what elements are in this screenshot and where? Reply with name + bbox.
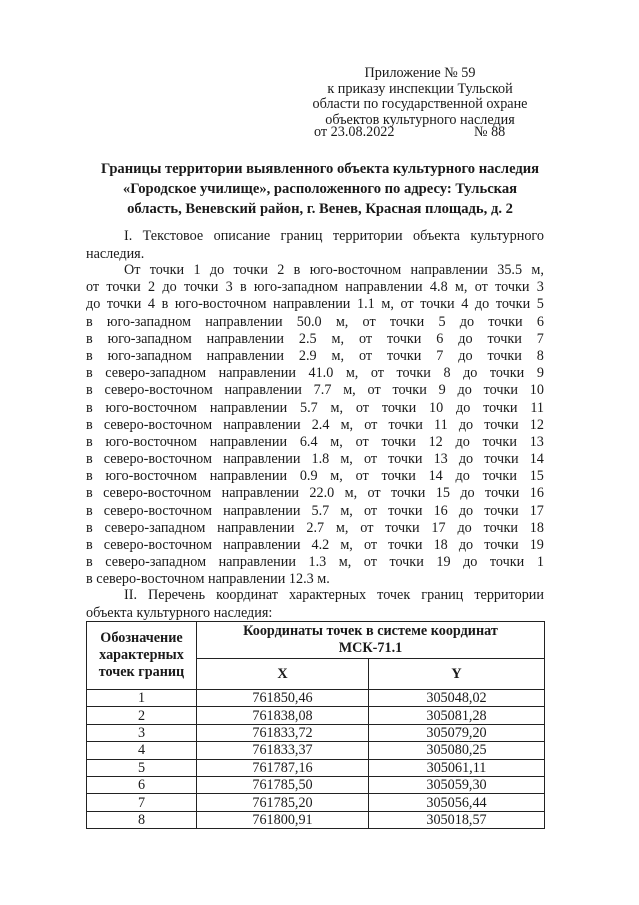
description-word: до <box>474 296 490 313</box>
description-word: 0.9 <box>299 468 318 485</box>
description-word: 15 <box>529 468 544 485</box>
description-word: 2.4 <box>311 416 330 433</box>
description-word: в <box>86 416 93 433</box>
x-coordinate-cell: 761833,37 <box>197 742 369 759</box>
description-word: северо-западном <box>104 519 206 536</box>
description-word: точки <box>388 537 423 553</box>
description-word: 2.5 <box>298 330 317 347</box>
document-title <box>80 159 560 219</box>
point-number-cell: 2 <box>87 707 197 724</box>
description-line <box>86 571 544 588</box>
description-word: до <box>458 330 473 347</box>
point-number-cell: 1 <box>87 690 197 707</box>
description-word: от <box>363 554 377 571</box>
description-word: 5 <box>438 313 446 330</box>
description-word: м, <box>340 416 354 433</box>
y-column-header: Y <box>369 659 545 690</box>
description-word: точки <box>391 485 426 502</box>
description-word: в <box>86 519 93 536</box>
description-word: 6.4 <box>299 433 318 450</box>
description-word: до <box>456 399 471 416</box>
description-word: 6 <box>436 330 444 347</box>
description-word: 7 <box>436 347 444 364</box>
description-word: 8 <box>443 365 451 382</box>
description-word: 1.3 <box>308 554 327 571</box>
coordinates-table <box>86 621 545 829</box>
description-word: 4 <box>147 296 155 313</box>
description-word: в <box>86 330 93 347</box>
description-word: м, <box>454 279 468 296</box>
description-word: От <box>124 262 141 278</box>
description-word: до <box>458 537 474 553</box>
order-number: № 88 <box>474 124 506 140</box>
description-line <box>86 554 544 571</box>
description-line <box>86 382 544 399</box>
description-word: 17 <box>431 519 446 536</box>
x-coordinate-cell: 761787,16 <box>197 759 369 776</box>
x-coordinate-cell: 761838,08 <box>197 707 369 724</box>
description-line <box>86 262 544 279</box>
description-word: точки <box>385 519 420 536</box>
table-row <box>87 707 545 724</box>
description-word: 18 <box>433 537 448 553</box>
description-word: юго-восточном <box>174 296 267 313</box>
description-word: точки <box>106 296 142 313</box>
appendix-number: Приложение № 59 <box>364 65 476 81</box>
point-number-cell: 8 <box>87 811 197 828</box>
description-word: 5 <box>536 296 544 313</box>
table-row <box>87 690 545 707</box>
description-line <box>86 348 544 365</box>
description-word: направлении <box>209 433 288 450</box>
description-word: точки <box>183 279 219 296</box>
description-word: 6 <box>536 313 544 330</box>
description-word: в <box>86 433 93 450</box>
table-row <box>87 724 545 741</box>
y-coordinate-cell: 305061,11 <box>369 759 545 776</box>
description-word: 22.0 <box>309 485 335 502</box>
description-word: м, <box>345 365 359 382</box>
description-line-text: в северо-восточном направлении 12.3 м. <box>86 571 330 588</box>
description-word: юго-западном <box>107 330 192 347</box>
description-word: 1.1 <box>357 296 375 313</box>
description-word: точки <box>386 347 422 364</box>
description-word: точки <box>488 313 523 330</box>
description-word: точки <box>381 433 416 450</box>
coordinates-system-header: Координаты точек в системе координат МСК-71.1 <box>197 622 545 659</box>
description-word: точки <box>106 279 141 296</box>
y-coordinate-cell: 305048,02 <box>369 690 545 707</box>
description-word: северо-западном <box>105 365 207 382</box>
description-word: точки <box>489 365 525 382</box>
description-word: 7 <box>536 330 544 347</box>
description-word: 19 <box>529 537 544 553</box>
description-word: 13 <box>529 433 544 450</box>
description-word: от <box>355 433 369 450</box>
description-word: до <box>458 347 473 364</box>
description-word: 9 <box>536 365 544 382</box>
description-word: точки <box>484 537 519 553</box>
description-word: точки <box>388 416 423 433</box>
description-word: 1 <box>536 554 544 571</box>
description-line <box>86 537 544 554</box>
x-column-header: X <box>197 659 369 690</box>
description-word: от <box>362 313 376 330</box>
description-word: юго-западном <box>107 347 192 364</box>
description-word: 14 <box>428 468 443 485</box>
description-word: точки <box>381 468 416 485</box>
description-word: в <box>86 451 93 468</box>
description-word: направлении <box>410 262 488 278</box>
description-line <box>86 434 544 451</box>
description-word: в <box>86 502 93 519</box>
table-row <box>87 811 545 828</box>
description-line <box>86 331 544 348</box>
description-word: до <box>455 433 470 450</box>
description-word: точки <box>381 399 417 416</box>
description-word: направлении <box>217 519 295 536</box>
description-word: до <box>86 296 101 313</box>
description-word: 4 <box>461 296 469 313</box>
description-word: 11 <box>434 416 448 433</box>
description-word: точки <box>487 347 522 364</box>
description-line <box>86 314 544 331</box>
boundary-description <box>86 262 544 589</box>
appendix-order-ref-line-2: области по государственной охране <box>312 96 528 113</box>
description-word: направлении <box>223 416 301 433</box>
description-word: точки <box>489 554 525 571</box>
description-word: в <box>239 279 247 296</box>
description-word: в <box>86 365 93 382</box>
description-word: в <box>86 347 93 364</box>
description-word: юго-западном <box>253 279 339 296</box>
description-line <box>86 296 544 313</box>
description-word: северо-восточном <box>103 485 212 502</box>
description-word: 18 <box>529 519 544 536</box>
description-word: 2 <box>277 262 285 278</box>
description-line <box>86 485 544 502</box>
description-word: направлении <box>218 554 296 571</box>
description-word: направлении <box>209 399 288 416</box>
description-word: до <box>458 502 474 519</box>
description-word: точки <box>149 262 185 278</box>
description-word: в <box>86 399 93 416</box>
description-word: юго-восточном <box>309 262 402 278</box>
description-word: 12 <box>428 433 443 450</box>
x-coordinate-cell: 761800,91 <box>197 811 369 828</box>
y-coordinate-cell: 305056,44 <box>369 794 545 811</box>
appendix-header <box>300 66 540 128</box>
description-word: 17 <box>529 502 544 519</box>
description-word: направлении <box>218 365 296 382</box>
description-word: от <box>370 365 384 382</box>
description-word: от <box>363 537 378 553</box>
description-word: точки <box>487 330 522 347</box>
description-word: направлении <box>223 451 301 468</box>
section-1-heading: I. Текстовое описание границ территории объекта культурного наследия. <box>86 228 544 262</box>
description-line <box>86 279 544 296</box>
description-word: 8 <box>536 347 544 364</box>
x-coordinate-cell: 761785,50 <box>197 776 369 793</box>
description-word: от <box>360 519 374 536</box>
description-line <box>86 417 544 434</box>
description-word: от <box>363 502 378 519</box>
section-2-heading: II. Перечень координат характерных точек границ территории объекта культурного наследия: <box>86 587 544 621</box>
description-word: 7.7 <box>313 382 332 399</box>
description-word: точки <box>482 468 517 485</box>
description-word: м, <box>330 468 343 485</box>
description-line <box>86 451 544 468</box>
description-word: от <box>358 347 373 364</box>
description-word: точки <box>484 416 519 433</box>
point-number-cell: 3 <box>87 724 197 741</box>
description-word: северо-восточном <box>103 451 212 468</box>
description-word: точки <box>483 399 518 416</box>
title-line-1: Границы территории выявленного объекта культурного наследия <box>100 161 540 177</box>
description-word: точки <box>396 365 431 382</box>
description-word: 11 <box>530 399 544 416</box>
description-word: от <box>364 416 378 433</box>
description-word: направлении <box>345 279 423 296</box>
description-word: 35.5 <box>497 262 523 278</box>
description-word: в <box>86 313 93 330</box>
description-word: от <box>355 399 369 416</box>
description-word: до <box>463 365 478 382</box>
description-word: м, <box>381 296 394 313</box>
description-word: до <box>457 382 472 399</box>
description-word: до <box>162 279 177 296</box>
description-word: до <box>458 416 474 433</box>
description-word: 41.0 <box>308 365 334 382</box>
description-line <box>86 503 544 520</box>
order-date: от 23.08.2022 <box>314 124 395 140</box>
description-word: точки <box>389 554 424 571</box>
description-word: точки <box>495 279 530 296</box>
description-word: до <box>459 313 475 330</box>
description-word: 1 <box>193 262 201 278</box>
description-word: м, <box>340 451 353 468</box>
description-word: точки <box>485 485 520 502</box>
description-word: направлении <box>223 502 301 519</box>
description-line <box>86 520 544 537</box>
description-word: 2 <box>148 279 156 296</box>
x-coordinate-cell: 761785,20 <box>197 794 369 811</box>
description-word: юго-западном <box>106 313 192 330</box>
description-word: 10 <box>429 399 444 416</box>
description-word: м, <box>331 347 345 364</box>
description-word: точки <box>495 296 531 313</box>
coordinates-table-body <box>87 690 545 829</box>
point-designation-header: Обозначение характерных точек границ <box>87 622 197 690</box>
description-word: 50.0 <box>296 313 322 330</box>
description-word: 3 <box>536 279 544 296</box>
description-word: 16 <box>529 485 544 502</box>
description-word: до <box>455 468 470 485</box>
table-row <box>87 742 545 759</box>
description-word: точки <box>386 330 422 347</box>
description-word: 9 <box>438 382 446 399</box>
description-word: м, <box>330 399 344 416</box>
description-word: 3 <box>225 279 233 296</box>
description-word: юго-восточном <box>105 399 198 416</box>
description-word: точки <box>389 313 425 330</box>
description-word: 14 <box>529 451 544 468</box>
description-word: точки <box>388 502 423 519</box>
description-word: направлении <box>223 537 301 553</box>
table-row <box>87 776 545 793</box>
description-word: 15 <box>435 485 450 502</box>
description-word: 12 <box>529 416 544 433</box>
x-coordinate-cell: 761850,46 <box>197 690 369 707</box>
description-word: точки <box>483 382 518 399</box>
description-word: 16 <box>433 502 448 519</box>
description-word: до <box>209 262 225 278</box>
description-word: от <box>355 468 369 485</box>
description-word: 13 <box>433 451 448 468</box>
description-word: 2.7 <box>306 519 325 536</box>
description-word: м, <box>340 537 353 553</box>
description-word: до <box>458 451 474 468</box>
description-word: точки <box>484 451 519 468</box>
description-word: северо-восточном <box>103 537 212 553</box>
description-word: от <box>367 382 381 399</box>
y-coordinate-cell: 305081,28 <box>369 707 545 724</box>
description-word: 4.8 <box>429 279 448 296</box>
description-word: в <box>161 296 169 313</box>
description-word: от <box>358 330 373 347</box>
description-word: от <box>367 485 381 502</box>
description-word: м, <box>343 382 356 399</box>
description-word: направлении <box>224 382 302 399</box>
description-word: направлении <box>205 313 283 330</box>
description-word: 1.8 <box>311 451 330 468</box>
description-line <box>86 468 544 485</box>
description-word: до <box>463 554 478 571</box>
description-word: м, <box>331 330 345 347</box>
description-word: в <box>86 485 93 502</box>
appendix-order-ref-line-1: к приказу инспекции Тульской <box>327 80 513 97</box>
description-word: в <box>86 468 93 485</box>
point-number-cell: 7 <box>87 794 197 811</box>
description-word: 19 <box>436 554 451 571</box>
description-word: 5.7 <box>300 399 318 416</box>
description-word: до <box>457 519 472 536</box>
description-word: м, <box>330 433 343 450</box>
description-word: в <box>86 537 93 553</box>
y-coordinate-cell: 305080,25 <box>369 742 545 759</box>
description-word: в <box>86 554 93 571</box>
description-word: точки <box>392 382 427 399</box>
table-row <box>87 794 545 811</box>
description-word: направлении <box>206 330 284 347</box>
description-word: 10 <box>529 382 544 399</box>
description-word: точки <box>484 502 519 519</box>
description-word: в <box>293 262 301 278</box>
description-word: юго-восточном <box>105 468 197 485</box>
description-word: направлении <box>206 347 284 364</box>
description-line <box>86 400 544 417</box>
description-word: юго-восточном <box>105 433 197 450</box>
description-word: направлении <box>221 485 300 502</box>
title-line-3: область, Веневский район, г. Венев, Красная площадь, д. 2 <box>127 201 513 217</box>
description-word: 4.2 <box>311 537 330 553</box>
title-line-2: «Городское училище», расположенного по адресу: Тульская <box>122 181 518 197</box>
appendix-order-ref-line-3: объектов культурного наследия <box>325 111 515 128</box>
description-word: от <box>363 451 378 468</box>
description-word: м, <box>344 485 358 502</box>
description-word: в <box>86 382 93 399</box>
description-word: от <box>86 279 100 296</box>
point-number-cell: 4 <box>87 742 197 759</box>
description-word: м, <box>531 262 544 278</box>
point-number-cell: 5 <box>87 759 197 776</box>
description-word: м, <box>338 554 352 571</box>
description-word: точки <box>388 451 423 468</box>
description-word: северо-восточном <box>103 416 213 433</box>
description-word: м, <box>335 313 349 330</box>
description-word: точки <box>420 296 455 313</box>
description-word: точки <box>482 433 517 450</box>
description-word: от <box>400 296 414 313</box>
description-word: 2.9 <box>298 347 317 364</box>
x-coordinate-cell: 761833,72 <box>197 724 369 741</box>
description-word: м, <box>340 502 353 519</box>
description-line <box>86 365 544 382</box>
description-word: точки <box>233 262 268 278</box>
order-date-number <box>314 124 544 141</box>
description-word: до <box>460 485 475 502</box>
description-word: направлении <box>209 468 288 485</box>
y-coordinate-cell: 305079,20 <box>369 724 545 741</box>
point-number-cell: 6 <box>87 776 197 793</box>
y-coordinate-cell: 305018,57 <box>369 811 545 828</box>
description-word: 5.7 <box>311 502 330 519</box>
description-word: северо-восточном <box>103 502 212 519</box>
table-row <box>87 759 545 776</box>
description-word: от <box>474 279 488 296</box>
description-word: точки <box>483 519 518 536</box>
description-word: северо-восточном <box>104 382 213 399</box>
y-coordinate-cell: 305059,30 <box>369 776 545 793</box>
description-word: северо-западном <box>105 554 207 571</box>
description-word: м, <box>335 519 349 536</box>
description-word: направлении <box>273 296 351 313</box>
